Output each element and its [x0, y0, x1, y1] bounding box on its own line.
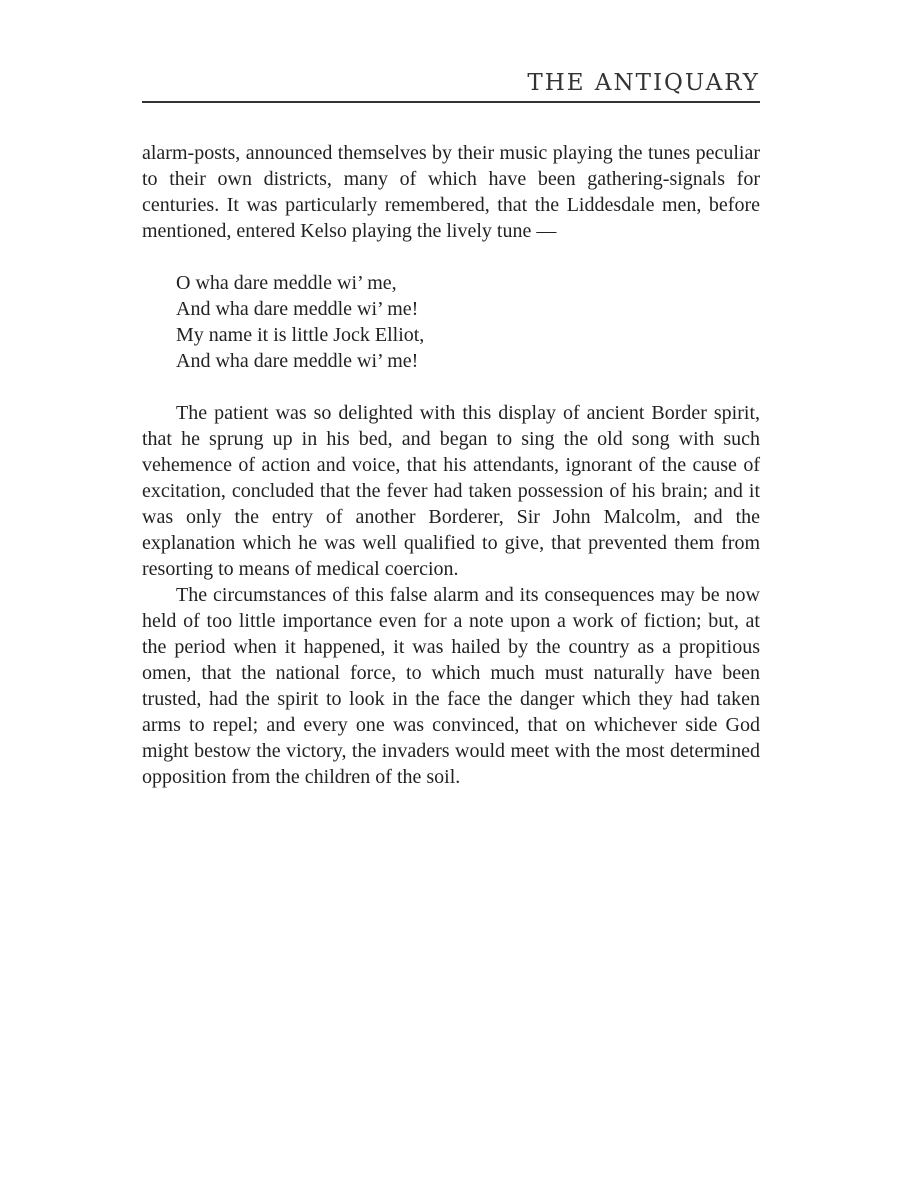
- paragraph: The patient was so delighted with this display of ancient Border spirit, that he sprung up in his bed, and began to sing the old song with such vehemence of action and voice, that his attendants, ignorant of the cause of excitation, concluded that the fever had taken possession of his brain; and it was only the entry of another Borderer, Sir John Malcolm, and the explanation which he was well qualified to give, that prevented them from resorting to means of medical coercion.: [142, 402, 760, 580]
- running-head-title: THE ANTIQUARY: [527, 70, 760, 96]
- header-rule: [142, 101, 760, 103]
- verse-line: And wha dare meddle wi’ me!: [176, 350, 419, 372]
- paragraph: The circumstances of this false alarm and its consequences may be now held of too little importance even for a note upon a work of fiction; but, at the period when it happened, it was hailed by the country as a propitious omen, that the national force, to which much must naturally have been trusted, had the spirit to look in the face the danger which they had taken arms to repel; and every one was convinced, that on whichever side God might bestow the victory, the invaders would meet with the most determined opposition from the children of the soil.: [142, 584, 760, 788]
- verse-line: My name it is little Jock Elliot,: [176, 324, 425, 346]
- paragraph-continued: alarm-posts, announced themselves by their music playing the tunes peculiar to their own districts, many of which have been gathering-signals for centuries. It was particularly remembered, that the Liddesdale men, before mentioned, entered Kelso playing the lively tune —: [142, 142, 760, 242]
- verse-line: O wha dare meddle wi’ me,: [176, 272, 397, 294]
- verse-line: And wha dare meddle wi’ me!: [176, 298, 419, 320]
- body-text: [142, 140, 760, 790]
- verse-block: [176, 270, 760, 374]
